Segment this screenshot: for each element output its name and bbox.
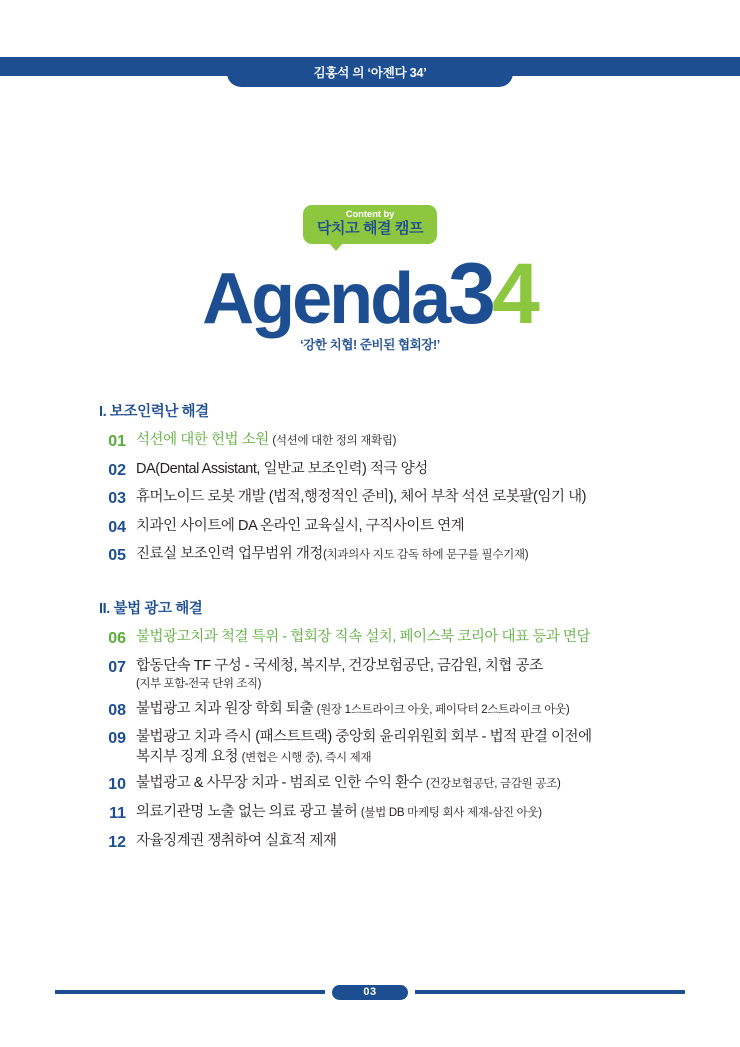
item-sub-text: (건강보험공단, 금감원 공조) [425,778,561,791]
page-title: 김홍석 의 ‘아젠다 34’ [313,66,427,80]
section-heading-1: I. 보조인력난 해결 [99,404,209,420]
item-number: 11 [109,804,126,822]
camp-name-label: 닥치고 해결 캠프 [316,219,424,237]
item-number: 04 [108,518,126,536]
content-by-badge [303,205,437,244]
item-main-text: 불법광고 & 사무장 치과 - 범죄로 인한 수익 환수 [136,775,426,792]
agenda-content [96,400,676,860]
item-text [136,460,676,480]
item-main-text: DA(Dental Assistant, 일반교 보조인력) 적극 양성 [136,460,428,477]
item-text [136,488,676,508]
item-main-text: 자율징계권 쟁취하여 실효적 제재 [136,832,337,849]
item-main-text: 합동단속 TF 구성 - 국세청, 복지부, 건강보험공단, 금감원, 치협 공조 [136,657,543,674]
item-main-text: 의료기관명 노출 없는 의료 광고 불허 [136,803,361,820]
item-main-text: 진료실 보조인력 업무범위 개정 [136,546,323,563]
item-text [136,728,676,767]
item-number: 07 [108,658,126,676]
item-text [136,628,676,648]
item-number: 08 [108,701,126,719]
item-number: 06 [108,629,126,647]
item-number: 03 [108,490,126,508]
item-number: 05 [108,547,126,565]
logo-number-3: 3 [448,245,493,342]
item-number: 01 [108,433,126,450]
item-text [136,517,676,537]
list-item [96,803,676,825]
item-sub-text: (지부 포함-전국 단위 조직) [136,678,261,691]
list-item [96,657,676,693]
item-main-text: 석션에 대한 헌법 소원 [136,432,273,448]
list-item [96,431,676,453]
item-text [136,657,676,693]
list-item [96,700,676,722]
item-text [136,832,676,852]
item-number: 09 [108,730,126,748]
header-title-tab [227,57,513,87]
list-item [96,628,676,650]
item-main-text: 불법광고 치과 즉시 (패스트트랙) 중앙회 윤리위원회 회부 - 법적 판결 이전에 [136,729,592,746]
agenda-logo [0,245,740,342]
section-heading-2: II. 불법 광고 해결 [99,600,203,617]
logo-number-4: 4 [492,245,538,342]
list-item [96,488,676,510]
footer-rule-right [415,990,685,994]
item-main-text: 휴머노이드 로봇 개발 (법적,행정적인 준비), 체어 부착 석션 로봇팔(임기 내) [136,489,587,506]
page-number: 03 [332,985,408,1000]
item-sub-text: (원장 1스트라이크 아웃, 페이닥터 2스트라이크 아웃) [316,703,570,716]
list-item [96,832,676,854]
list-item [96,517,676,539]
item-line2-sub-text: (변협은 시행 중), 즉시 제재 [241,751,372,764]
item-text [136,700,676,720]
item-main-text: 치과인 사이트에 DA 온라인 교육실시, 구직사이트 연계 [136,517,465,534]
list-item [96,545,676,567]
logo-tagline: ‘강한 치협! 준비된 협회장!’ [300,338,440,353]
item-main-text: 불법광고치과 척결 특위 - 협회장 직속 설치, 페이스북 코리아 대표 등과 면담 [136,628,591,645]
item-line2-text: 복지부 징계 요청 [136,748,242,765]
item-sub-text: (석션에 대한 정의 재확립) [272,435,397,447]
footer-rule-left [55,990,325,994]
logo-area [0,205,740,353]
item-number: 12 [108,833,126,851]
item-text [136,803,676,823]
item-number: 10 [108,776,126,794]
content-by-label: Content by [345,209,395,220]
item-sub-text: (치과의사 지도 감독 하에 문구를 필수기재) [322,549,529,562]
logo-word: Agenda [202,258,449,339]
item-sub-text: (불법 DB 마케팅 회사 제재-삼진 아웃) [360,806,542,819]
item-text [136,431,676,451]
footer [0,985,740,999]
item-text [136,774,676,794]
list-item [96,460,676,482]
list-item [96,728,676,767]
item-main-text: 불법광고 치과 원장 학회 퇴출 [136,700,317,717]
item-text [136,545,676,565]
list-item [96,774,676,796]
item-number: 02 [108,461,126,479]
